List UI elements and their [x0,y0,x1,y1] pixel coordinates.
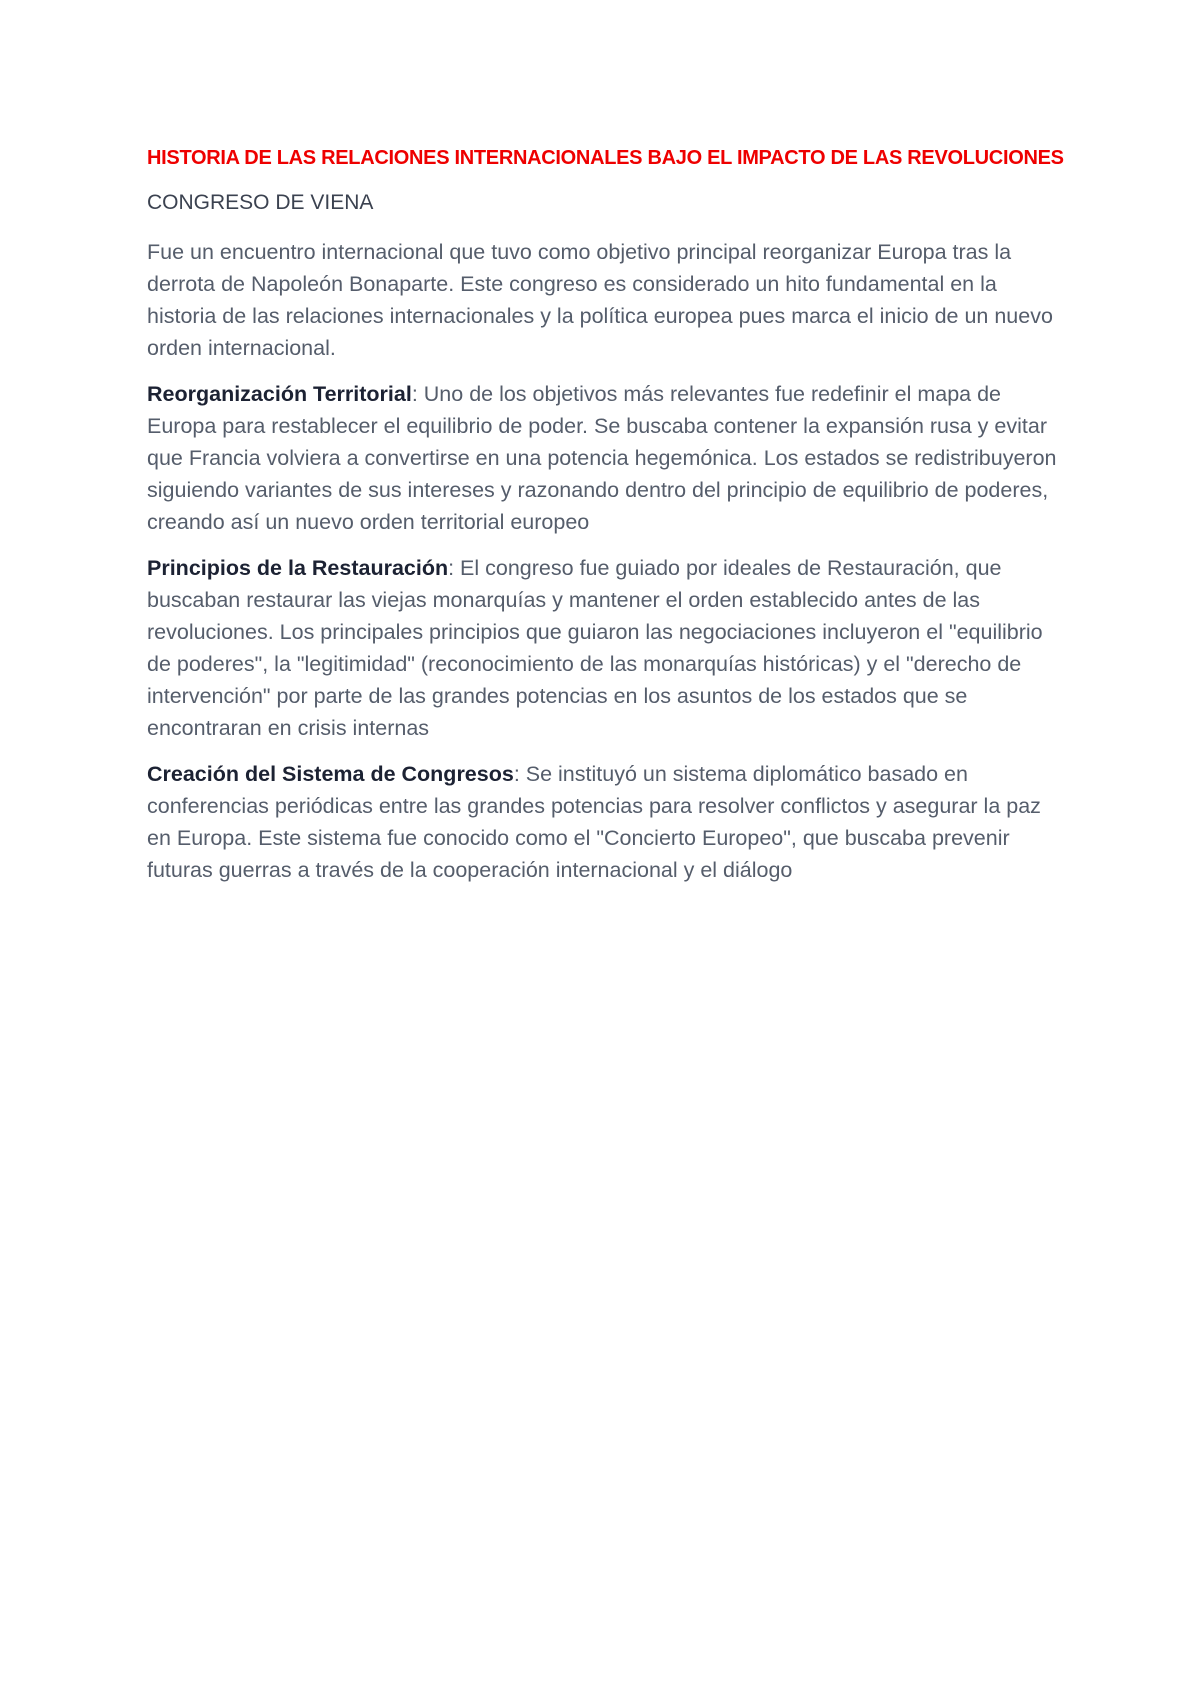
point-text: : Uno de los objetivos más relevantes fue redefinir el mapa de Europa para restablecer el equilibrio de poder. Se buscaba contener la expansión rusa y evitar que Francia volviera a convertirse en una potencia hegemónica. Los estados se redistribuyeron siguiendo variantes de sus intereses y razonando dentro del principio de equilibrio de poderes, creando así un nuevo orden territorial europeo [147,382,1057,534]
point-paragraph-restauracion [147,552,1067,744]
section-heading: CONGRESO DE VIENA [147,191,374,214]
document-content [147,140,1067,886]
point-paragraph-territorial [147,378,1067,538]
point-text: : El congreso fue guiado por ideales de Restauración, que buscaban restaurar las viejas monarquías y mantener el orden establecido antes de las revoluciones. Los principales principios que guiaron las negociaciones incluyeron el "equilibrio de poderes", la "legitimidad" (reconocimiento de las monarquías históricas) y el "derecho de intervención" por parte de las grandes potencias en los asuntos de los estados que se encontraran en crisis internas [147,556,1043,740]
point-term: Creación del Sistema de Congresos [147,762,514,786]
document-title: HISTORIA DE LAS RELACIONES INTERNACIONALES BAJO EL IMPACTO DE LAS REVOLUCIONES [147,147,1064,169]
point-text: : Se instituyó un sistema diplomático basado en conferencias periódicas entre las grandes potencias para resolver conflictos y asegurar la paz en Europa. Este sistema fue conocido como el "Concierto Europeo", que buscaba prevenir futuras guerras a través de la cooperación internacional y el diálogo [147,762,1041,882]
intro-paragraph: Fue un encuentro internacional que tuvo como objetivo principal reorganizar Europa tras la derrota de Napoleón Bonaparte. Este congreso es considerado un hito fundamental en la historia de las relaciones internacionales y la política europea pues marca el inicio de un nuevo orden internacional. [147,240,1053,360]
point-paragraph-congresos [147,758,1067,886]
point-term: Principios de la Restauración [147,556,449,580]
point-term: Reorganización Territorial [147,382,412,406]
